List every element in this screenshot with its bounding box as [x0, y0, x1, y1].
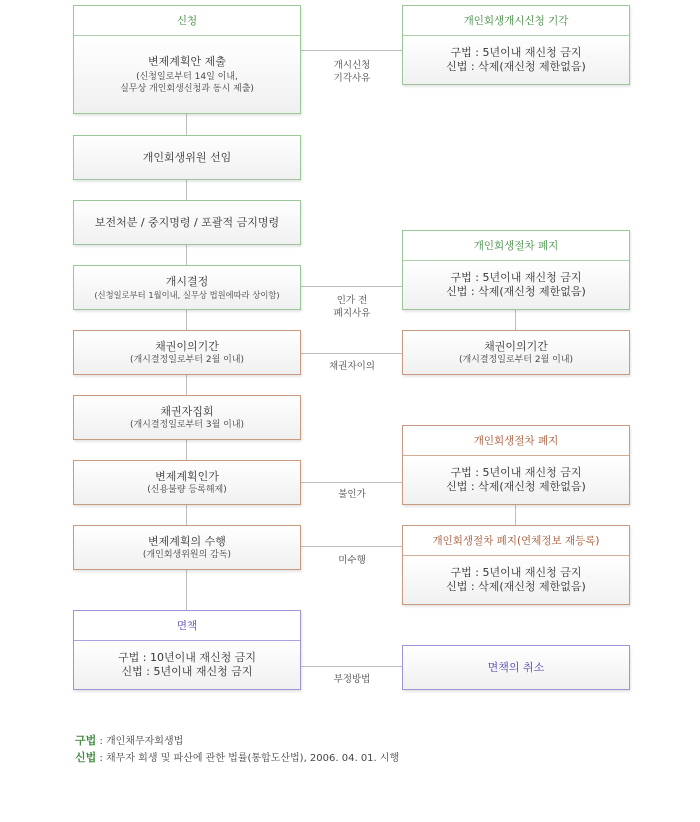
legend-new-value: 채무자 회생 및 파산에 관한 법률(통합도산법), 2006. 04. 01. 시행	[106, 753, 400, 764]
legend-old-value: 개인채무자회생법	[106, 736, 184, 747]
objection-box	[73, 330, 301, 375]
abolish-2-line-2: 신법 : 삭제(재신청 제한없음)	[446, 480, 586, 493]
connector-abolish-3	[301, 546, 403, 547]
abolish-box-3	[402, 525, 630, 605]
objection-title: 채권이의기간	[155, 339, 219, 353]
apply-box	[73, 5, 301, 114]
connector-label-non-performance: 미수행	[338, 555, 366, 566]
reject-title: 개인회생개시신청 기각	[403, 6, 629, 36]
perform-sub: (개인회생위원의 감독)	[142, 549, 232, 560]
connector-label-reject: 개시신청 기각사유	[333, 60, 371, 84]
connector-label-fraud: 부정방법	[333, 674, 371, 685]
abolish-box-1	[402, 230, 630, 310]
side-objection-title: 채권이의기간	[484, 339, 548, 353]
reject-line-1: 구법 : 5년이내 재신청 금지	[450, 46, 582, 59]
connector-label-abolish-1: 인가 전 폐지사유	[333, 295, 371, 319]
decision-title: 개시결정	[165, 274, 209, 288]
connector-cancel	[301, 666, 403, 667]
legend-new-key: 신법	[75, 751, 97, 764]
legend-old-key: 구법	[75, 734, 97, 747]
approval-box	[73, 460, 301, 505]
objection-sub: (개시결정일로부터 2월 이내)	[129, 354, 245, 365]
trustee-box	[73, 135, 301, 180]
trustee-label: 개인회생위원 선임	[142, 150, 232, 164]
discharge-line-2: 신법 : 5년이내 재신청 금지	[121, 665, 253, 678]
connector-abolish-2	[301, 482, 403, 483]
abolish-3-line-2: 신법 : 삭제(재신청 제한없음)	[446, 580, 586, 593]
perform-title: 변제계획의 수행	[148, 534, 226, 548]
meeting-box	[73, 395, 301, 440]
connector-objection	[301, 353, 403, 354]
side-objection-box	[402, 330, 630, 375]
injunction-box	[73, 200, 301, 245]
abolish-1-title: 개인회생절차 폐지	[403, 231, 629, 261]
legend-old-law: 구법 : 개인채무자회생법	[75, 734, 184, 747]
meeting-title: 채권자집회	[160, 404, 214, 418]
connector-abolish-1	[301, 286, 403, 287]
reject-box	[402, 5, 630, 85]
decision-sub: (신청일로부터 1월이내, 실무상 법원에따라 상이함)	[94, 289, 280, 300]
connector-label-objection: 채권자이의	[329, 361, 375, 372]
cancel-box	[402, 645, 630, 690]
reject-line-2: 신법 : 삭제(재신청 제한없음)	[446, 60, 586, 73]
approval-title: 변제계획인가	[155, 469, 219, 483]
legend-new-law: 신법 : 채무자 회생 및 파산에 관한 법률(통합도산법), 2006. 04. 01. 시행	[75, 751, 400, 764]
apply-title: 신청	[74, 6, 300, 36]
connector-label-non-approval: 불인가	[338, 489, 366, 500]
abolish-1-line-1: 구법 : 5년이내 재신청 금지	[450, 271, 582, 284]
apply-line-2: (신청일로부터 14일 이내,	[136, 71, 238, 82]
apply-line-3: 실무상 개인회생신청과 동시 제출)	[120, 83, 254, 94]
discharge-line-1: 구법 : 10년이내 재신청 금지	[118, 651, 256, 664]
injunction-label: 보전처분 / 중지명령 / 포괄적 금지명령	[94, 215, 280, 229]
perform-box	[73, 525, 301, 570]
discharge-box	[73, 610, 301, 690]
abolish-2-line-1: 구법 : 5년이내 재신청 금지	[450, 466, 582, 479]
apply-line-1: 변제계획안 제출	[148, 54, 226, 68]
approval-sub: (신용불량 등록해제)	[147, 484, 227, 495]
side-objection-sub: (개시결정일로부터 2월 이내)	[458, 354, 574, 365]
connector-reject	[301, 50, 403, 51]
decision-box	[73, 265, 301, 310]
meeting-sub: (개시결정일로부터 3월 이내)	[129, 419, 245, 430]
abolish-box-2	[402, 425, 630, 505]
discharge-title: 면책	[74, 611, 300, 641]
abolish-3-line-1: 구법 : 5년이내 재신청 금지	[450, 566, 582, 579]
abolish-3-title: 개인회생절차 폐지(연체정보 재등록)	[403, 526, 629, 556]
abolish-2-title: 개인회생절차 폐지	[403, 426, 629, 456]
cancel-label: 면책의 취소	[487, 660, 545, 674]
abolish-1-line-2: 신법 : 삭제(재신청 제한없음)	[446, 285, 586, 298]
